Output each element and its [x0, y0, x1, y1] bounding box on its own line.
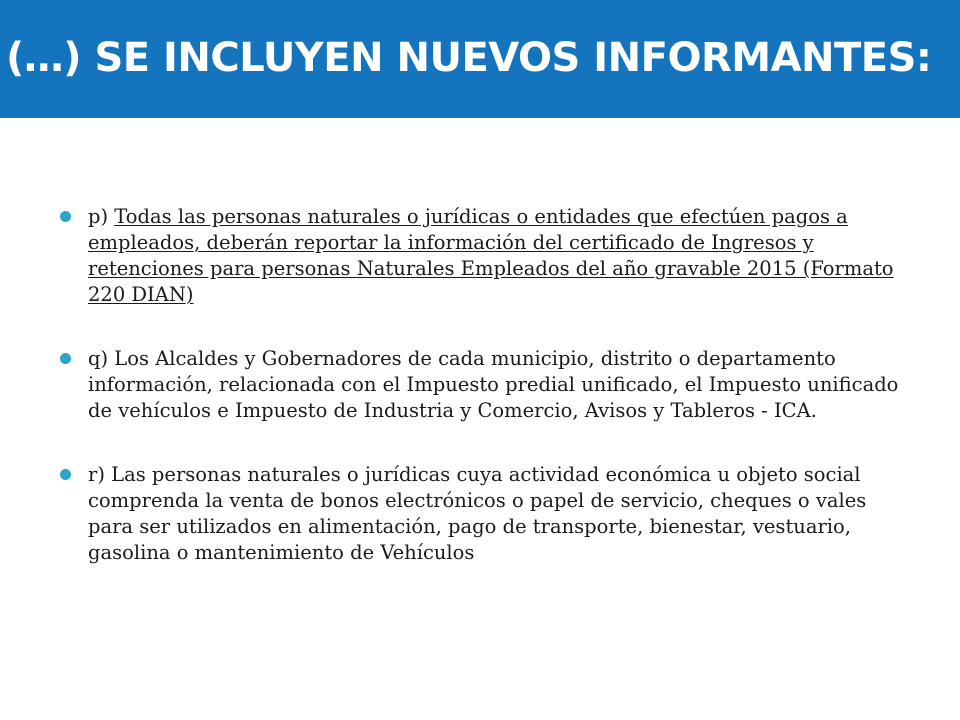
- slide-title: (…) SE INCLUYEN NUEVOS INFORMANTES:: [6, 35, 932, 81]
- bullet-dot-icon: [60, 211, 71, 222]
- bullet-text: Los Alcaldes y Gobernadores de cada municipio, distrito o departamento información, relacionada con el Impuesto predial unificado, el Impuesto unificado de vehículos e Impuesto de Industria y Comercio, Avisos y Tableros - ICA.: [88, 347, 899, 422]
- bullet-text: Las personas naturales o jurídicas cuya actividad económica u objeto social comprenda la venta de bonos electrónicos o papel de servicio, cheques o vales para ser utilizados en alimentación, pago de transporte, bienestar, vestuario, gasolina o mantenimiento de Vehículos: [88, 463, 867, 564]
- bullet-list: [58, 204, 908, 604]
- bullet-item-q: [58, 346, 908, 424]
- bullet-prefix: r): [88, 463, 112, 486]
- bullet-text: Todas las personas naturales o jurídicas o entidades que efectúen pagos a empleados, deberán reportar la información del certificado de Ingresos y retenciones para personas Naturales Empleados del año gravable 2015 (Formato 220 DIAN): [88, 205, 894, 306]
- bullet-item-r: [58, 462, 908, 566]
- bullet-item-p: [58, 204, 908, 308]
- bullet-prefix: q): [88, 347, 115, 370]
- bullet-dot-icon: [60, 469, 71, 480]
- title-bar: [0, 0, 960, 118]
- bullet-prefix: p): [88, 205, 115, 228]
- bullet-dot-icon: [60, 353, 71, 364]
